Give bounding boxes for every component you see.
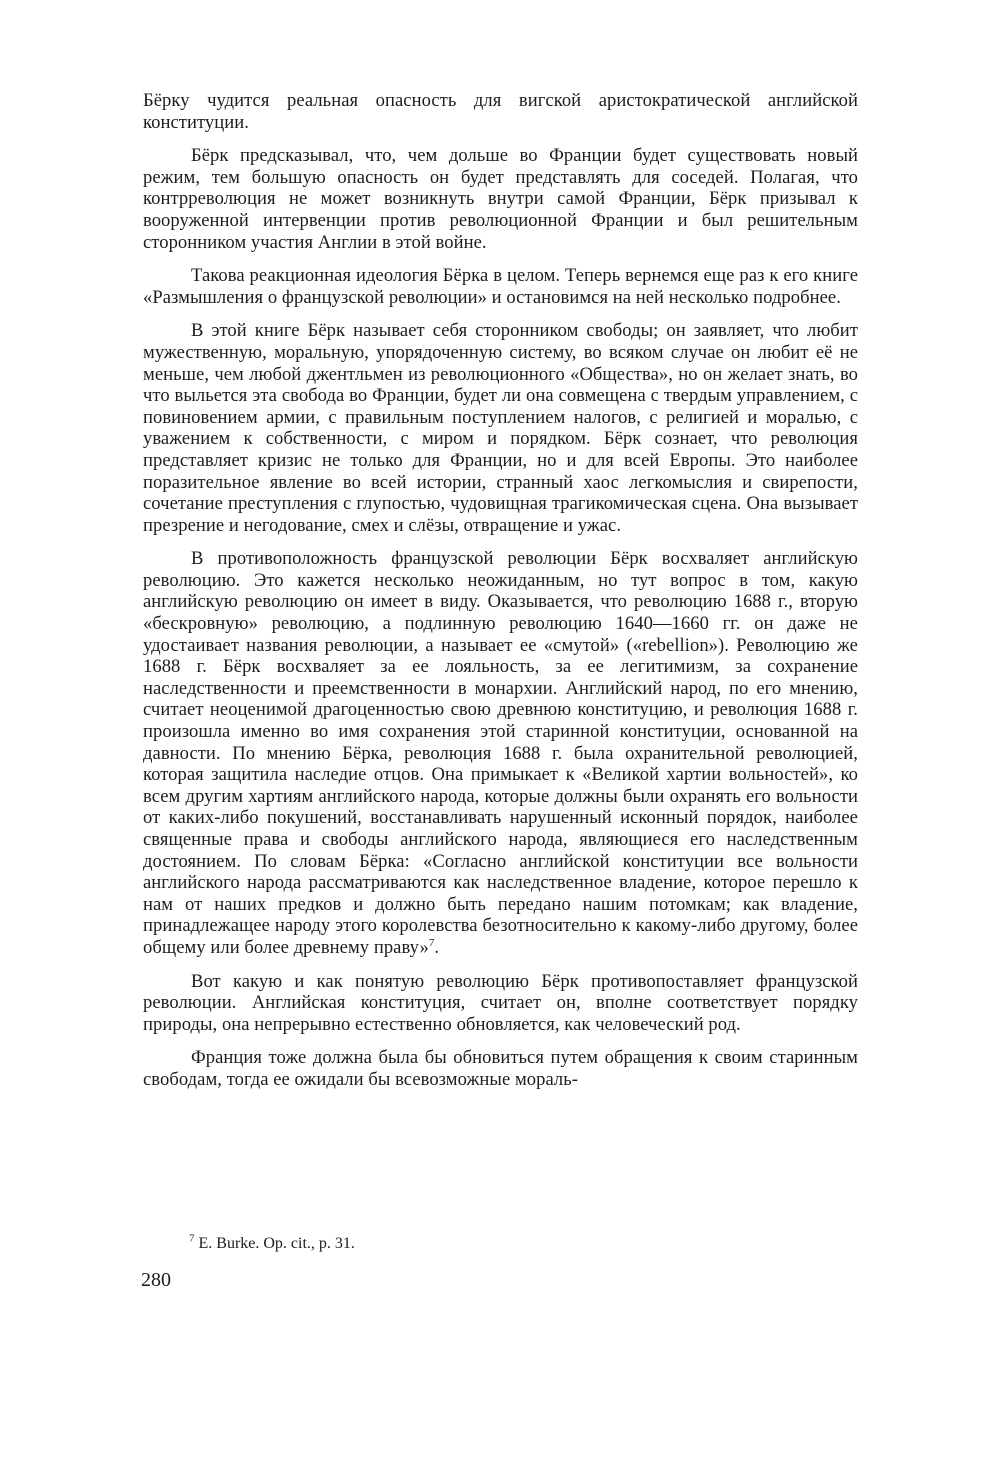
paragraph-7: Франция тоже должна была бы обновиться путем обращения к своим старинным свободам, тогда ее ожидали бы всевозможные мораль-: [143, 1047, 858, 1090]
paragraph-1: Бёрку чудится реальная опасность для вигской аристократической английской конституции.: [143, 90, 858, 133]
main-text: [143, 90, 858, 1091]
footnote: [189, 1234, 789, 1254]
footnote-marker: 7: [189, 1232, 195, 1245]
paragraph-6: Вот какую и как понятую революцию Бёрк противопоставляет французской революции. Английская конституция, считает он, вполне соответствует порядку природы, она непрерывно естественно обновляется, как человеческий род.: [143, 970, 858, 1035]
footnote-text: E. Burke. Op. cit., p. 31.: [198, 1235, 355, 1252]
paragraph-5-end: .: [434, 936, 440, 958]
paragraph-2: Бёрк предсказывал, что, чем дольше во Франции будет существовать новый режим, тем большую опасность он будет представлять для соседей. Полагая, что контрреволюция не может возникнуть внутри самой Франции, Бёрк призывал к вооруженной интервенции против революционной Франции и был решительным сторонником участия Англии в этой войне.: [143, 145, 858, 253]
page-number: 280: [141, 1269, 171, 1291]
paragraph-5-text: В противоположность французской революции Бёрк восхваляет английскую революцию. Это кажется несколько неожиданным, но тут вопрос в том, какую английскую революцию он имеет в виду. Оказывается, что революцию 1688 г., вторую «бескровную» революцию, а подлинную революцию 1640—1660 гг. он даже не удостаивает названия революции, а называет ее «смутой» («rebellion»). Революцию же 1688 г. Бёрк восхваляет за ее лояльность, за ее легитимизм, за сохранение наследственности и преемственности в монархии. Английский народ, по его мнению, считает неоценимой драгоценностью свою древнюю конституцию, и революция 1688 г. произошла именно во имя сохранения этой старинной конституции, основанной на давности. По мнению Бёрка, революция 1688 г. была охранительной революцией, которая защитила наследие отцов. Она примыкает к «Великой хартии вольностей», ко всем другим хартиям английского народа, которые должны были охранять его вольности от каких-либо покушений, восстанавливать нарушенный исконный порядок, наиболее священные права и свободы английского народа, являющиеся его наследственным достоянием. По словам Бёрка: «Согласно английской конституции все вольности английского народа рассматриваются как наследственное владение, которое перешло к нам от наших предков и должно быть передано нашим потомкам; как владение, принадлежащее народу этого королевства безотносительно к какому-либо другому, более общему или более древнему праву»: [143, 548, 858, 958]
paragraph-4: В этой книге Бёрк называет себя сторонником свободы; он заявляет, что любит мужественную, моральную, упорядоченную систему, во всяком случае он любит её не меньше, чем любой джентльмен из революционного «Общества», но он желает знать, во что выльется эта свобода во Франции, будет ли она совмещена с твердым управлением, с повиновением армии, с правильным поступлением налогов, с религией и моралью, с уважением к собственности, с миром и порядком. Бёрк сознает, что революция представляет кризис не только для Франции, но и для всей Европы. Это наиболее поразительное явление во всей истории, странный хаос легкомыслия и свирепости, сочетание преступления с глупостью, чудовищная трагикомическая сцена. Она вызывает презрение и негодование, смех и слёзы, отвращение и ужас.: [143, 320, 858, 536]
paragraph-3: Такова реакционная идеология Бёрка в целом. Теперь вернемся еще раз к его книге «Размышления о французской революции» и остановимся на ней несколько подробнее.: [143, 265, 858, 308]
footnote-reference[interactable]: 7: [428, 936, 435, 949]
paragraph-5: [143, 548, 858, 958]
